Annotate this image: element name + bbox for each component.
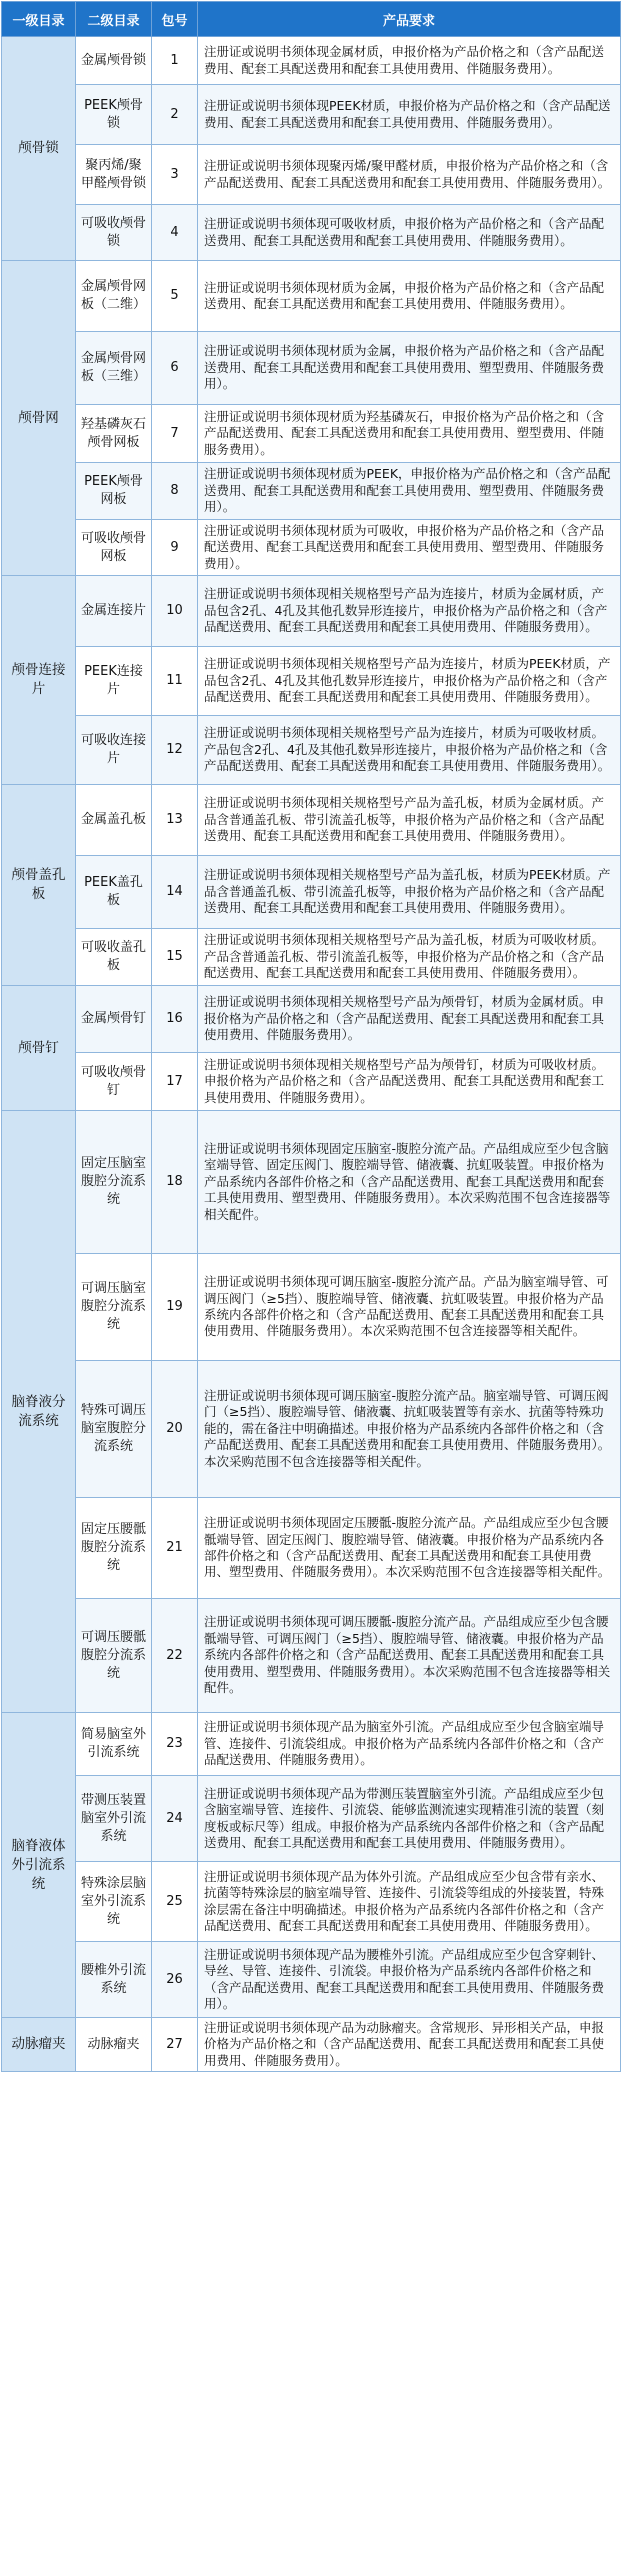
table-row — [2, 85, 621, 145]
table-row — [2, 856, 621, 929]
table-row — [2, 261, 621, 332]
table-row — [2, 37, 621, 85]
package-number-cell: 13 — [152, 785, 198, 856]
subcategory-cell: 特殊涂层脑室外引流系统 — [76, 1862, 152, 1942]
table-row — [2, 576, 621, 647]
package-number-cell: 1 — [152, 37, 198, 85]
category-cell: 脑脊液分流系统 — [2, 1111, 76, 1713]
package-number-cell: 21 — [152, 1498, 198, 1599]
requirement-cell: 注册证或说明书须体现金属材质，申报价格为产品价格之和（含产品配送费用、配套工具配送费用和配套工具使用费用、伴随服务费用）。 — [198, 37, 621, 85]
table-row — [2, 520, 621, 576]
package-number-cell: 17 — [152, 1053, 198, 1111]
requirement-cell: 注册证或说明书须体现产品为腰椎外引流。产品组成应至少包含穿刺针、导丝、导管、连接件、引流袋。申报价格为产品系统内各部件价格之和（含产品配送费用、配套工具配送费用和配套工具使用费用、伴随服务费用）。 — [198, 1942, 621, 2018]
subcategory-cell: 金属颅骨锁 — [76, 37, 152, 85]
subcategory-cell: PEEK颅骨网板 — [76, 463, 152, 520]
package-number-cell: 12 — [152, 716, 198, 785]
table-row — [2, 1254, 621, 1361]
header-level2: 二级目录 — [76, 2, 152, 37]
package-number-cell: 26 — [152, 1942, 198, 2018]
subcategory-cell: PEEK连接片 — [76, 647, 152, 716]
subcategory-cell: 固定压腰骶腹腔分流系统 — [76, 1498, 152, 1599]
subcategory-cell: PEEK盖孔板 — [76, 856, 152, 929]
package-number-cell: 5 — [152, 261, 198, 332]
package-number-cell: 20 — [152, 1361, 198, 1498]
requirement-cell: 注册证或说明书须体现相关规格型号产品为颅骨钉，材质为金属材质。申报价格为产品价格之和（含产品配送费用、配套工具配送费用和配套工具使用费用、伴随服务费用）。 — [198, 986, 621, 1053]
subcategory-cell: 金属颅骨钉 — [76, 986, 152, 1053]
package-number-cell: 22 — [152, 1599, 198, 1713]
table-row — [2, 332, 621, 405]
package-number-cell: 25 — [152, 1862, 198, 1942]
requirement-cell: 注册证或说明书须体现产品为带测压装置脑室外引流。产品组成应至少包含脑室端导管、连接件、引流袋、能够监测流速实现精准引流的装置（刻度板或标尺等）组成。申报价格为产品系统内各部件价格之和（含产品配送费用、配套工具配送费用和配套工具使用费用、伴随服务费用）。 — [198, 1776, 621, 1862]
requirement-cell: 注册证或说明书须体现材质为金属，申报价格为产品价格之和（含产品配送费用、配套工具配送费用和配套工具使用费用、伴随服务费用）。 — [198, 261, 621, 332]
package-number-cell: 19 — [152, 1254, 198, 1361]
subcategory-cell: 可调压脑室腹腔分流系统 — [76, 1254, 152, 1361]
subcategory-cell: 金属连接片 — [76, 576, 152, 647]
package-number-cell: 3 — [152, 145, 198, 205]
subcategory-cell: 特殊可调压脑室腹腔分流系统 — [76, 1361, 152, 1498]
package-number-cell: 14 — [152, 856, 198, 929]
package-number-cell: 16 — [152, 986, 198, 1053]
table-row — [2, 1111, 621, 1254]
table-row — [2, 1862, 621, 1942]
package-number-cell: 6 — [152, 332, 198, 405]
table-row — [2, 929, 621, 986]
category-cell: 颅骨连接片 — [2, 576, 76, 785]
subcategory-cell: 动脉瘤夹 — [76, 2018, 152, 2072]
table-row — [2, 986, 621, 1053]
header-requirement: 产品要求 — [198, 2, 621, 37]
category-cell: 颅骨网 — [2, 261, 76, 576]
requirement-cell: 注册证或说明书须体现相关规格型号产品为颅骨钉，材质为可吸收材质。申报价格为产品价格之和（含产品配送费用、配套工具配送费用和配套工具使用费用、伴随服务费用）。 — [198, 1053, 621, 1111]
table-row — [2, 1776, 621, 1862]
subcategory-cell: 羟基磷灰石颅骨网板 — [76, 405, 152, 463]
requirement-cell: 注册证或说明书须体现产品为体外引流。产品组成应至少包含带有亲水、抗菌等特殊涂层的脑室端导管、连接件、引流袋等组成的外接装置，特殊涂层需在备注中明确描述。申报价格为产品系统内各部件价格之和（含产品配送费用、配套工具配送费用和配套工具使用费用、伴随服务费用）。 — [198, 1862, 621, 1942]
requirement-cell: 注册证或说明书须体现材质为PEEK，申报价格为产品价格之和（含产品配送费用、配套工具配送费用和配套工具使用费用、塑型费用、伴随服务费用）。 — [198, 463, 621, 520]
table-row — [2, 1361, 621, 1498]
package-number-cell: 18 — [152, 1111, 198, 1254]
package-number-cell: 7 — [152, 405, 198, 463]
subcategory-cell: 可吸收盖孔板 — [76, 929, 152, 986]
subcategory-cell: 可吸收颅骨锁 — [76, 205, 152, 261]
requirement-cell: 注册证或说明书须体现固定压腰骶-腹腔分流产品。产品组成应至少包含腰骶端导管、固定压阀门、腹腔端导管、储液囊。申报价格为产品系统内各部件价格之和（含产品配送费用、配套工具配送费用和配套工具使用费用、塑型费用、伴随服务费用）。本次采购范围不包含连接器等相关配件。 — [198, 1498, 621, 1599]
requirement-cell: 注册证或说明书须体现材质为金属，申报价格为产品价格之和（含产品配送费用、配套工具配送费用和配套工具使用费用、塑型费用、伴随服务费用）。 — [198, 332, 621, 405]
subcategory-cell: 固定压脑室腹腔分流系统 — [76, 1111, 152, 1254]
subcategory-cell: 金属颅骨网板（二维） — [76, 261, 152, 332]
subcategory-cell: 可吸收颅骨钉 — [76, 1053, 152, 1111]
package-number-cell: 10 — [152, 576, 198, 647]
table-body — [2, 37, 621, 2072]
requirement-cell: 注册证或说明书须体现PEEK材质，申报价格为产品价格之和（含产品配送费用、配套工具配送费用和配套工具使用费用、伴随服务费用）。 — [198, 85, 621, 145]
table-row — [2, 205, 621, 261]
package-number-cell: 27 — [152, 2018, 198, 2072]
requirement-cell: 注册证或说明书须体现材质为羟基磷灰石，申报价格为产品价格之和（含产品配送费用、配套工具配送费用和配套工具使用费用、塑型费用、伴随服务费用）。 — [198, 405, 621, 463]
category-cell: 颅骨盖孔板 — [2, 785, 76, 986]
package-number-cell: 24 — [152, 1776, 198, 1862]
table-row — [2, 463, 621, 520]
category-cell: 颅骨钉 — [2, 986, 76, 1111]
requirement-cell: 注册证或说明书须体现可调压脑室-腹腔分流产品。产品为脑室端导管、可调压阀门（≥5挡）、腹腔端导管、储液囊、抗虹吸装置。申报价格为产品系统内各部件价格之和（含产品配送费用、配套工具配送费用和配套工具使用费用、伴随服务费用）。本次采购范围不包含连接器等相关配件。 — [198, 1254, 621, 1361]
table-row — [2, 2018, 621, 2072]
table-row — [2, 1498, 621, 1599]
subcategory-cell: 腰椎外引流系统 — [76, 1942, 152, 2018]
package-number-cell: 2 — [152, 85, 198, 145]
requirement-cell: 注册证或说明书须体现产品为动脉瘤夹。含常规形、异形相关产品，申报价格为产品价格之和（含产品配送费用、配套工具配送费用和配套工具使用费用、伴随服务费用）。 — [198, 2018, 621, 2072]
subcategory-cell: 简易脑室外引流系统 — [76, 1713, 152, 1776]
table-row — [2, 1053, 621, 1111]
requirement-cell: 注册证或说明书须体现相关规格型号产品为连接片，材质为可吸收材质。产品包含2孔、4孔及其他孔数异形连接片，申报价格为产品价格之和（含产品配送费用、配套工具配送费用和配套工具使用费用、伴随服务费用）。 — [198, 716, 621, 785]
table-row — [2, 405, 621, 463]
requirement-cell: 注册证或说明书须体现相关规格型号产品为盖孔板，材质为PEEK材质。产品含普通盖孔板、带引流盖孔板等，申报价格为产品价格之和（含产品配送费用、配套工具配送费用和配套工具使用费用、伴随服务费用）。 — [198, 856, 621, 929]
requirement-cell: 注册证或说明书须体现相关规格型号产品为连接片，材质为金属材质，产品包含2孔、4孔及其他孔数异形连接片，申报价格为产品价格之和（含产品配送费用、配套工具配送费用和配套工具使用费用、伴随服务费用）。 — [198, 576, 621, 647]
package-number-cell: 11 — [152, 647, 198, 716]
category-cell: 脑脊液体外引流系统 — [2, 1713, 76, 2018]
package-number-cell: 8 — [152, 463, 198, 520]
table-row — [2, 716, 621, 785]
package-number-cell: 4 — [152, 205, 198, 261]
table-row — [2, 1599, 621, 1713]
subcategory-cell: 可吸收颅骨网板 — [76, 520, 152, 576]
package-number-cell: 9 — [152, 520, 198, 576]
category-cell: 颅骨锁 — [2, 37, 76, 261]
table-row — [2, 145, 621, 205]
header-package: 包号 — [152, 2, 198, 37]
product-table — [1, 1, 621, 2072]
table-header-row — [2, 2, 621, 37]
table-row — [2, 1713, 621, 1776]
requirement-cell: 注册证或说明书须体现相关规格型号产品为盖孔板，材质为金属材质。产品含普通盖孔板、带引流盖孔板等，申报价格为产品价格之和（含产品配送费用、配套工具配送费用和配套工具使用费用、伴随服务费用）。 — [198, 785, 621, 856]
requirement-cell: 注册证或说明书须体现聚丙烯/聚甲醛材质，申报价格为产品价格之和（含产品配送费用、配套工具配送费用和配套工具使用费用、伴随服务费用）。 — [198, 145, 621, 205]
package-number-cell: 15 — [152, 929, 198, 986]
table-row — [2, 647, 621, 716]
subcategory-cell: PEEK颅骨锁 — [76, 85, 152, 145]
requirement-cell: 注册证或说明书须体现产品为脑室外引流。产品组成应至少包含脑室端导管、连接件、引流袋组成。申报价格为产品系统内各部件价格之和（含产品配送费用、伴随服务费用）。 — [198, 1713, 621, 1776]
subcategory-cell: 可调压腰骶腹腔分流系统 — [76, 1599, 152, 1713]
header-level1: 一级目录 — [2, 2, 76, 37]
subcategory-cell: 聚丙烯/聚甲醛颅骨锁 — [76, 145, 152, 205]
subcategory-cell: 金属颅骨网板（三维） — [76, 332, 152, 405]
requirement-cell: 注册证或说明书须体现可调压腰骶-腹腔分流产品。产品组成应至少包含腰骶端导管、可调压阀门（≥5挡）、腹腔端导管、储液囊。申报价格为产品系统内各部件价格之和（含产品配送费用、配套工具配送费用和配套工具使用费用、塑型费用、伴随服务费用）。本次采购范围不包含连接器等相关配件。 — [198, 1599, 621, 1713]
requirement-cell: 注册证或说明书须体现相关规格型号产品为盖孔板，材质为可吸收材质。产品含普通盖孔板、带引流盖孔板等，申报价格为产品价格之和（含产品配送费用、配套工具配送费用和配套工具使用费用、伴随服务费用）。 — [198, 929, 621, 986]
requirement-cell: 注册证或说明书须体现固定压脑室-腹腔分流产品。产品组成应至少包含脑室端导管、固定压阀门、腹腔端导管、储液囊、抗虹吸装置。申报价格为产品系统内各部件价格之和（含产品配送费用、配套工具配送费用和配套工具使用费用、塑型费用、伴随服务费用）。本次采购范围不包含连接器等相关配件。 — [198, 1111, 621, 1254]
requirement-cell: 注册证或说明书须体现材质为可吸收，申报价格为产品价格之和（含产品配送费用、配套工具配送费用和配套工具使用费用、塑型费用、伴随服务费用）。 — [198, 520, 621, 576]
subcategory-cell: 金属盖孔板 — [76, 785, 152, 856]
subcategory-cell: 可吸收连接片 — [76, 716, 152, 785]
table-row — [2, 1942, 621, 2018]
requirement-cell: 注册证或说明书须体现可调压脑室-腹腔分流产品。脑室端导管、可调压阀门（≥5挡）、腹腔端导管、储液囊、抗虹吸装置等有亲水、抗菌等特殊功能的，需在备注中明确描述。申报价格为产品系统内各部件价格之和（含产品配送费用、配套工具配送费用和配套工具使用费用、伴随服务费用）。本次采购范围不包含连接器等相关配件。 — [198, 1361, 621, 1498]
category-cell: 动脉瘤夹 — [2, 2018, 76, 2072]
requirement-cell: 注册证或说明书须体现可吸收材质，申报价格为产品价格之和（含产品配送费用、配套工具配送费用和配套工具使用费用、伴随服务费用）。 — [198, 205, 621, 261]
subcategory-cell: 带测压装置脑室外引流系统 — [76, 1776, 152, 1862]
requirement-cell: 注册证或说明书须体现相关规格型号产品为连接片，材质为PEEK材质，产品包含2孔、4孔及其他孔数异形连接片，申报价格为产品价格之和（含产品配送费用、配套工具配送费用和配套工具使用费用、伴随服务费用）。 — [198, 647, 621, 716]
table-row — [2, 785, 621, 856]
package-number-cell: 23 — [152, 1713, 198, 1776]
